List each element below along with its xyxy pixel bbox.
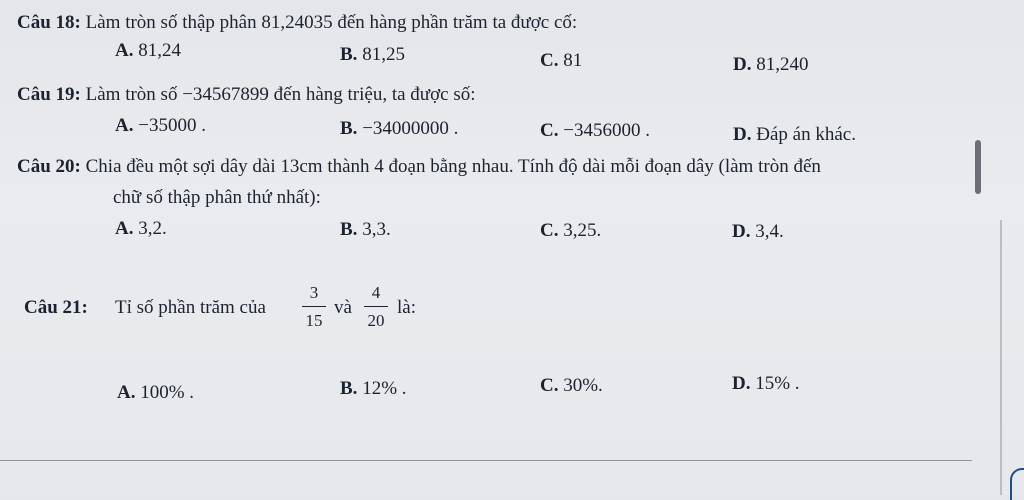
q21-option-c: C. 30%. <box>540 375 603 396</box>
fraction-4-20 <box>364 283 388 331</box>
question-21-text: Tỉ số phần trăm của <box>115 297 266 318</box>
fraction-3-15 <box>302 283 326 331</box>
q18-option-c: C. 81 <box>540 50 583 71</box>
scrollbar-thumb[interactable] <box>975 140 981 194</box>
page-edge-line <box>0 460 972 461</box>
question-19-text: Làm tròn số −34567899 đến hàng triệu, ta được số: <box>85 84 476 105</box>
q19-option-b: B. −34000000 . <box>340 118 459 139</box>
q19-option-a: A. −35000 . <box>115 115 206 136</box>
question-19 <box>17 84 476 106</box>
fraction-1-numerator: 3 <box>309 283 319 302</box>
q20-option-a: A. 3,2. <box>115 218 167 239</box>
q19-option-d: D. Đáp án khác. <box>733 124 856 145</box>
q20-option-c: C. 3,25. <box>540 220 602 241</box>
device-corner <box>1010 468 1024 500</box>
q21-option-b: B. 12% . <box>340 378 407 399</box>
q18-option-b: B. 81,25 <box>340 44 405 65</box>
q21-option-a: A. 100% . <box>117 382 195 403</box>
question-18-text: Làm tròn số thập phân 81,24035 đến hàng phần trăm ta được cố: <box>85 12 578 33</box>
fraction-1-denominator: 15 <box>305 311 323 330</box>
q20-option-b: B. 3,3. <box>340 219 391 240</box>
question-21-connector: và <box>334 297 352 318</box>
q20-option-d: D. 3,4. <box>732 221 784 242</box>
screen-frame-edge <box>1000 220 1024 495</box>
q19-option-c: C. −3456000 . <box>540 120 650 141</box>
q21-option-d: D. 15% . <box>732 373 800 394</box>
question-18-number: Câu 18: <box>17 12 81 33</box>
question-19-number: Câu 19: <box>17 84 81 105</box>
question-21-text-after: là: <box>397 297 416 318</box>
question-20 <box>17 156 821 178</box>
question-21-number: Câu 21: <box>24 297 88 318</box>
question-20-text-line2: chữ số thập phân thứ nhất): <box>113 187 321 208</box>
question-20-text-line1: Chia đều một sợi dây dài 13cm thành 4 đoạn bằng nhau. Tính độ dài mỗi đoạn dây (làm tròn đến <box>85 156 821 177</box>
question-20-number: Câu 20: <box>17 156 81 177</box>
fraction-2-denominator: 20 <box>367 311 385 330</box>
q18-option-a: A. 81,24 <box>115 40 181 61</box>
fraction-2-numerator: 4 <box>371 283 381 302</box>
q18-option-d: D. 81,240 <box>733 54 809 75</box>
question-18 <box>17 12 577 34</box>
